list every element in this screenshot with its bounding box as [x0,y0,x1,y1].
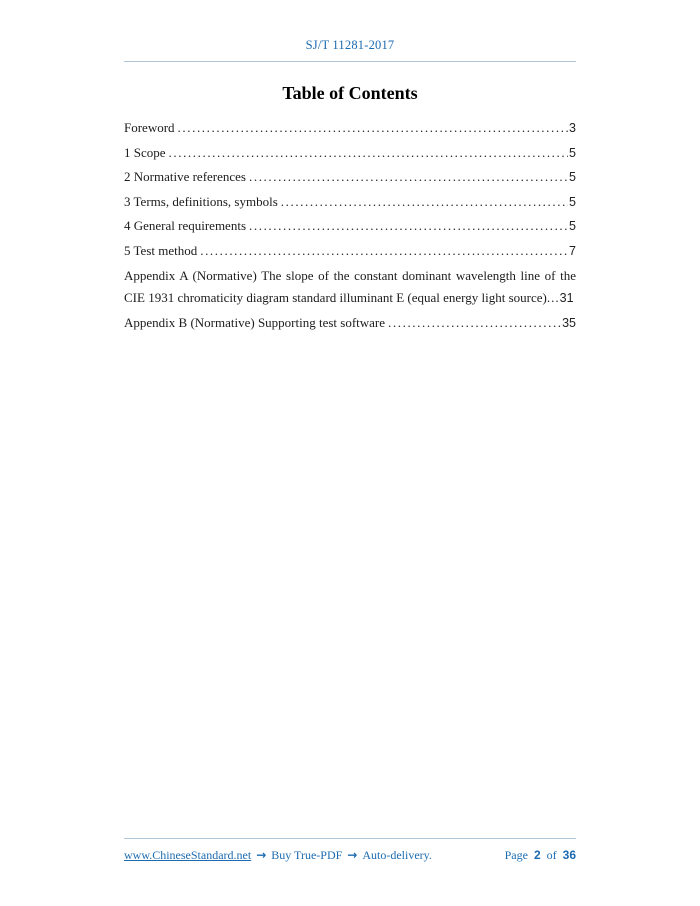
footer-item-delivery: Auto-delivery. [362,848,432,862]
page-label: Page [504,848,528,862]
page-title: Table of Contents [282,83,418,103]
arrow-icon: → [256,848,267,862]
toc-entry-page: 5 [569,170,576,184]
dot-leader [281,190,568,214]
footer-tagline [124,848,432,862]
toc-entry-page: 3 [569,121,576,135]
inline-dot-leader: ... [546,289,560,305]
toc-entry-foreword [124,116,576,141]
dot-leader [169,141,569,165]
website-link[interactable]: www.ChineseStandard.net [124,848,252,862]
toc-entry-title: 2 Normative references [124,169,246,184]
toc-entry-title: Foreword [124,120,175,135]
dot-leader [388,311,561,335]
toc-entry-title: 3 Terms, definitions, symbols [124,193,278,209]
total-page-number: 36 [562,848,576,862]
toc-entry-normative-references [124,165,576,190]
toc-entry-title: Appendix B (Normative) Supporting test software [124,315,386,330]
arrow-icon: → [347,848,358,862]
dot-leader [200,239,568,263]
toc-entry-page: 31 [559,290,574,305]
toc-entry-page: 5 [569,194,576,209]
toc-entry-general-requirements [124,214,576,239]
toc-entry-test-method [124,239,576,264]
toc-entry-page: 7 [569,243,576,258]
toc-entry-page: 5 [569,145,576,160]
page-content [124,0,576,336]
page-footer [124,838,576,862]
toc-entry-appendix-b [124,311,576,336]
table-of-contents [124,116,576,336]
current-page-number: 2 [533,848,541,862]
toc-entry-title: Appendix A (Normative) The slope of the constant dominant wavelength line of the CIE 1931 chromaticity diagram standard illuminant E (equal energy light source) [124,268,576,305]
dot-leader [249,165,568,189]
of-label: of [546,848,557,862]
toc-entry-title: 4 General requirements [124,218,247,233]
toc-entry-title: 5 Test method [124,242,198,258]
toc-entry-appendix-a [124,265,576,309]
toc-entry-title: 1 Scope [124,144,166,160]
toc-entry-page: 5 [569,219,576,233]
footer-item-buy: Buy True-PDF [271,848,343,862]
header-divider [124,61,576,62]
dot-leader [178,116,569,140]
toc-entry-page: 35 [562,316,576,330]
toc-entry-scope [124,141,576,166]
dot-leader [249,214,568,238]
toc-entry-terms [124,190,576,215]
page-indicator [505,848,576,862]
document-header: SJ/T 11281-2017 [305,38,395,52]
